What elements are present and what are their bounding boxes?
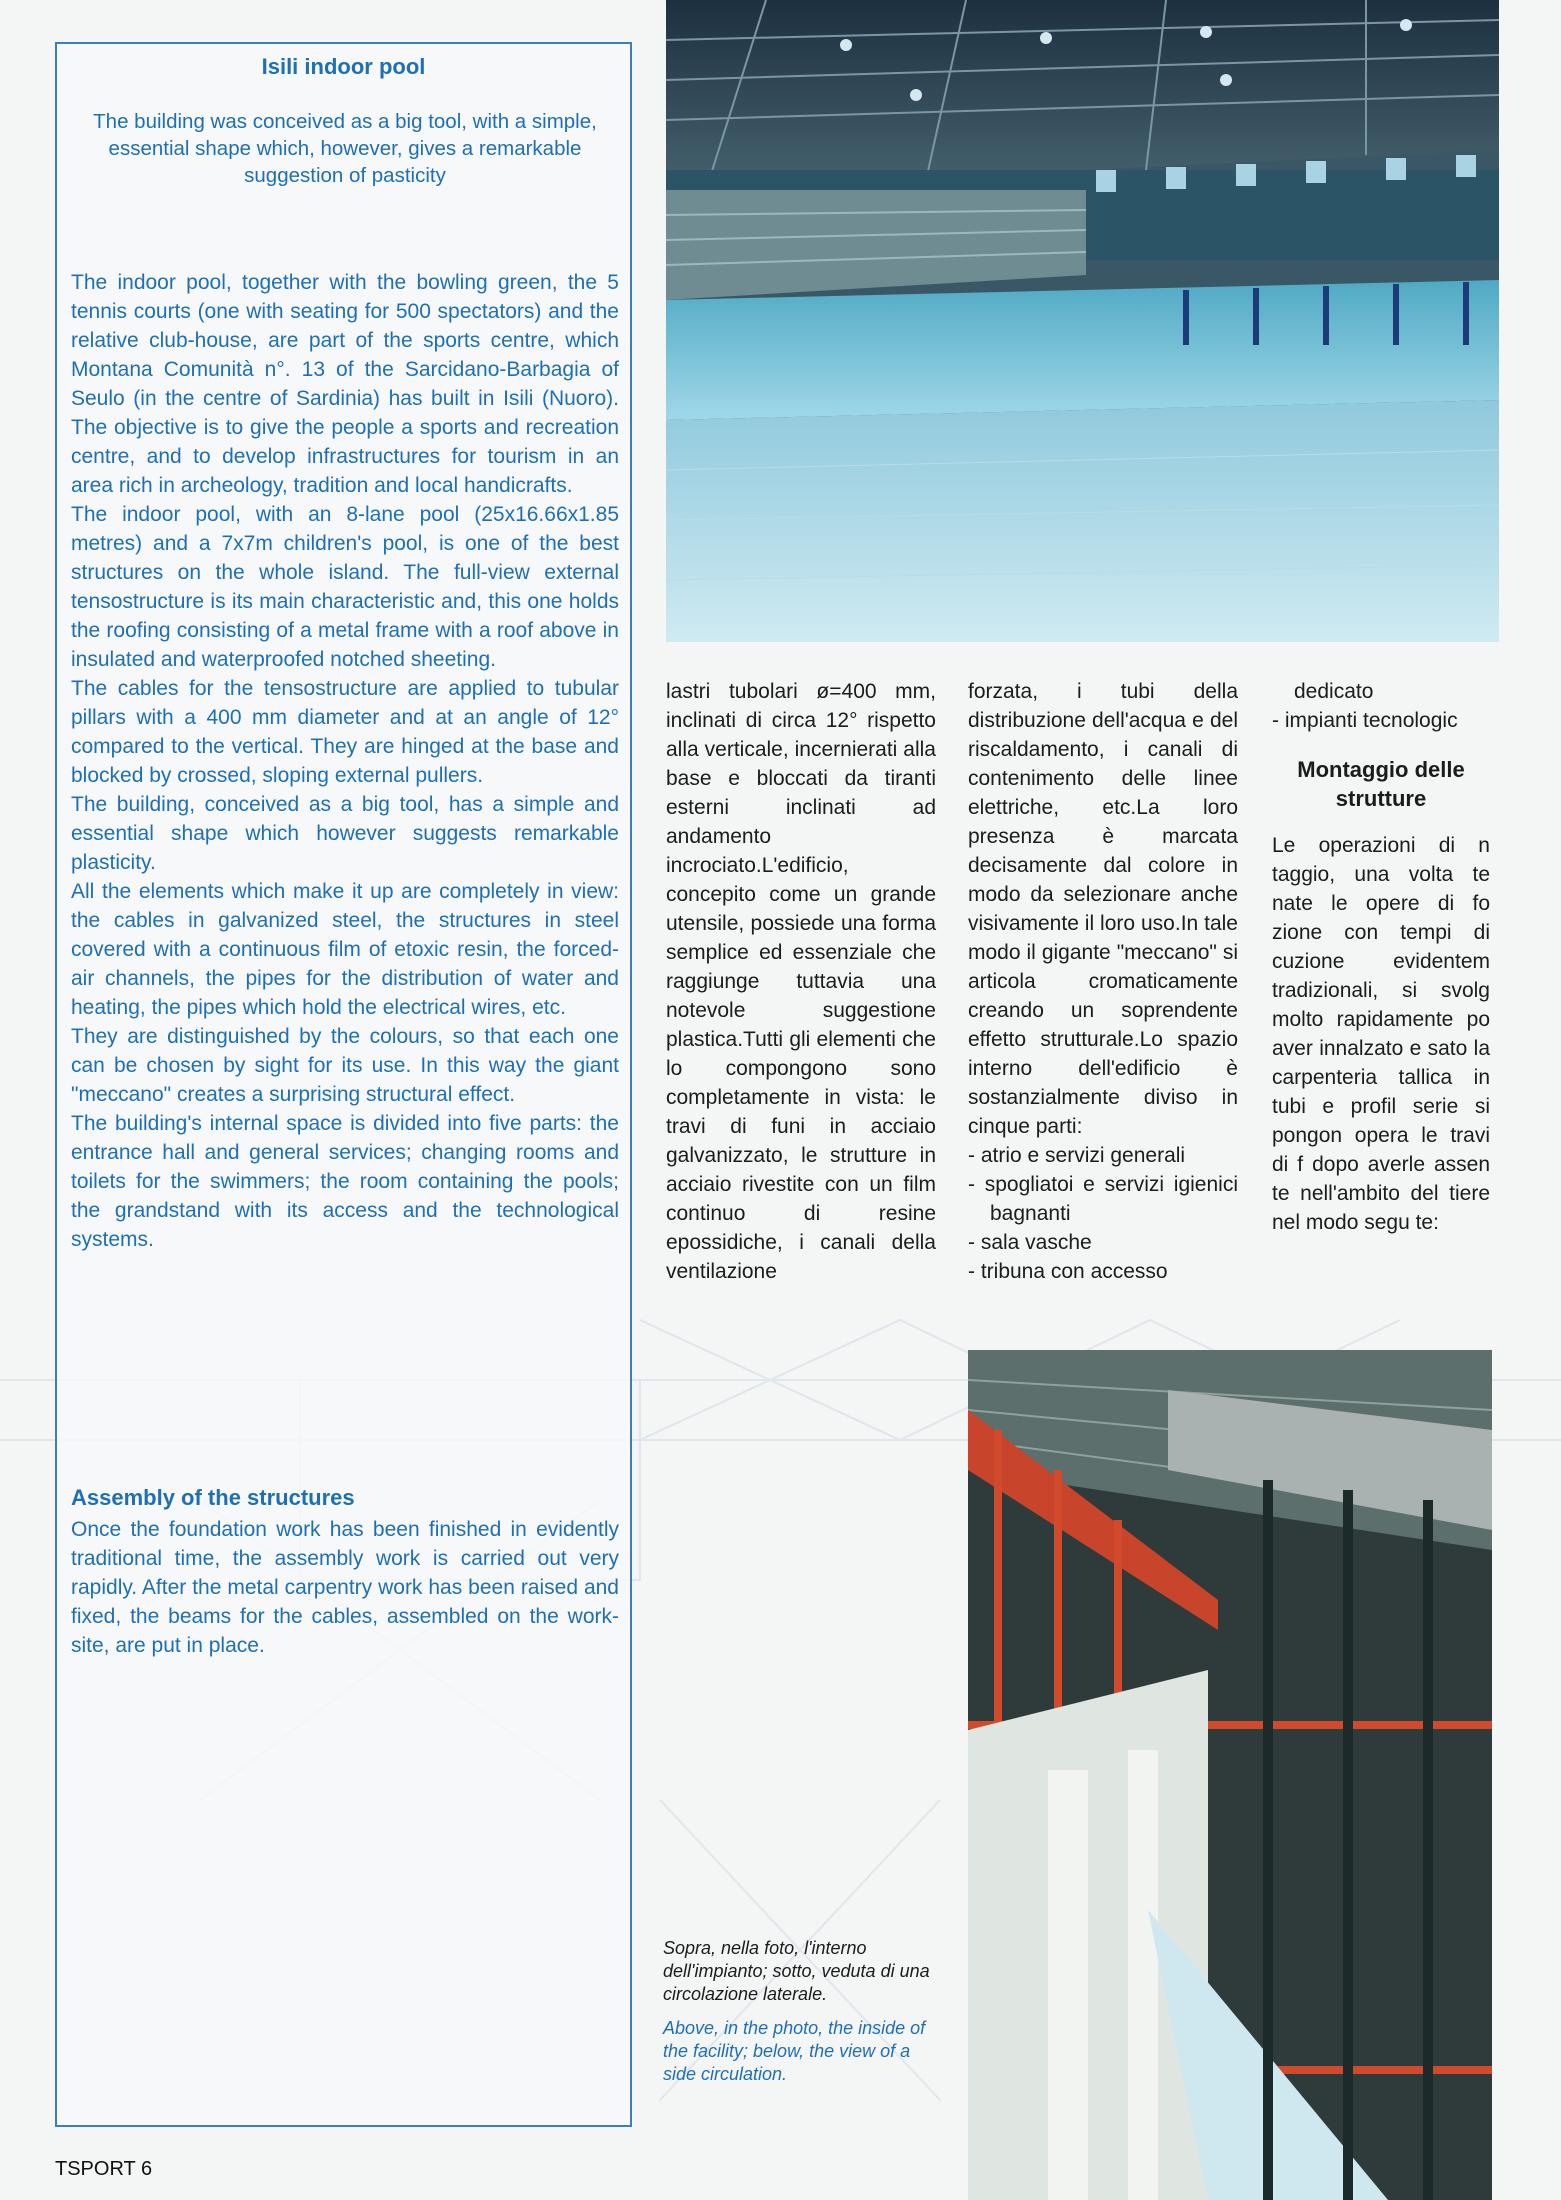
italian-fragment: dedicato — [1294, 680, 1374, 703]
italian-paragraph: forzata, i tubi della distribuzione dell'acqua e del riscaldamento, i canali di contenimento delle linee elettriche, etc.La loro presenza è marcata decisamente dal colore in modo da selezionare anche visivamente il loro uso.In tale modo il gigante "meccano" si articola cromaticamente creando un soprendente effetto strutturale.Lo spazio interno dell'edificio è sostanzialmente diviso in cinque parti: — [968, 680, 1238, 1138]
english-paragraph: The building, conceived as a big tool, has a simple and essential shape which however suggests remarkable plasticity. — [71, 793, 619, 874]
italian-column-1 — [666, 677, 936, 1286]
list-item: - impianti tecnologic — [1272, 706, 1490, 735]
english-paragraph: The building's internal space is divided into five parts: the entrance hall and general services; changing rooms and toilets for the swimmers; the room containing the pools; the grandstand with its access and the technological systems. — [71, 1112, 619, 1251]
italian-list — [968, 1141, 1238, 1286]
list-item: - tribuna con accesso — [968, 1257, 1238, 1286]
english-body — [71, 268, 619, 1254]
assembly-paragraph: Once the foundation work has been finished in evidently traditional time, the assembly work is carried out very rapidly. After the metal carpentry work has been raised and fixed, the beams for the cables, assembled on the work-site, are put in place. — [71, 1518, 619, 1657]
lead-paragraph: The building was conceived as a big tool, with a simple, essential shape which, however, gives a remarkable suggestion of pasticity — [93, 110, 597, 187]
assembly-heading: Assembly of the structures — [71, 1485, 355, 1510]
english-text-box — [55, 42, 632, 2127]
page-footer: TSPORT 6 — [55, 2158, 153, 2180]
italian-list — [1272, 706, 1490, 735]
italian-column-3 — [1272, 677, 1490, 1237]
list-item: - spogliatoi e servizi igienici bagnanti — [968, 1170, 1238, 1228]
italian-column-2 — [968, 677, 1238, 1286]
list-item: - sala vasche — [968, 1228, 1238, 1257]
english-paragraph: The cables for the tensostructure are applied to tubular pillars with a 400 mm diameter and at an angle of 12° compared to the vertical. They are hinged at the base and blocked by crossed, sloping external pullers. — [71, 677, 619, 787]
italian-paragraph: lastri tubolari ø=400 mm, inclinati di circa 12° rispetto alla verticale, incernierati alla base e bloccati da tiranti esterni inclinati ad andamento incrociato.L'edificio, concepito come un grande utensile, possiede una forma semplice ed essenziale che raggiunge tuttavia una notevole suggestione plastica.Tutti gli elementi che lo compongono sono completamente in vista: le travi di funi in acciaio galvanizzato, le strutture in acciaio rivestite con un film continuo di resine epossidiche, i canali della ventilazione — [666, 680, 936, 1283]
english-paragraph: The indoor pool, together with the bowling green, the 5 tennis courts (one with seating for 500 spectators) and the relative club-house, are part of the sports centre, which Montana Comunità n°. 13 of the Sarcidano-Barbagia of Seulo (in the centre of Sardinia) has built in Isili (Nuoro). The objective is to give the people a sports and recreation centre, and to develop infrastructures for tourism in an area rich in archeology, tradition and local handicrafts. — [71, 271, 619, 497]
side-circulation-photo — [968, 1350, 1492, 2200]
english-paragraph: They are distinguished by the colours, so that each one can be chosen by sight for its use. In this way the giant "meccano" creates a surprising structural effect. — [71, 1025, 619, 1106]
italian-paragraph: Le operazioni di n taggio, una volta te nate le opere di fo zione con tempi di cuzione evidentem tradizionali, si svolg molto rapidamente po aver innalzato e sato la carpenteria tallica in tubi e profil serie si pongon opera le travi di f dopo averle assen te nell'ambito del tiere nel modo segu te: — [1272, 834, 1490, 1234]
list-item: - atrio e servizi generali — [968, 1141, 1238, 1170]
caption-italian: Sopra, nella foto, l'interno dell'impianto; sotto, veduta di una circolazione laterale. — [663, 1938, 930, 2004]
caption-english: Above, in the photo, the inside of the facility; below, the view of a side circulation. — [663, 2018, 926, 2084]
article-title: Isili indoor pool — [261, 54, 426, 79]
italian-heading: Montaggio delle strutture — [1297, 757, 1465, 811]
english-paragraph: The indoor pool, with an 8-lane pool (25x16.66x1.85 metres) and a 7x7m children's pool, is one of the best structures on the whole island. The full-view external tensostructure is its main characteristic and, this one holds the roofing consisting of a metal frame with a roof above in insulated and waterproofed notched sheeting. — [71, 503, 619, 671]
english-paragraph: All the elements which make it up are completely in view: the cables in galvanized steel, the structures in steel covered with a continuous film of etoxic resin, the forced-air channels, the pipes for the distribution of water and heating, the pipes which hold the electrical wires, etc. — [71, 880, 619, 1019]
pool-interior-photo — [666, 0, 1499, 642]
